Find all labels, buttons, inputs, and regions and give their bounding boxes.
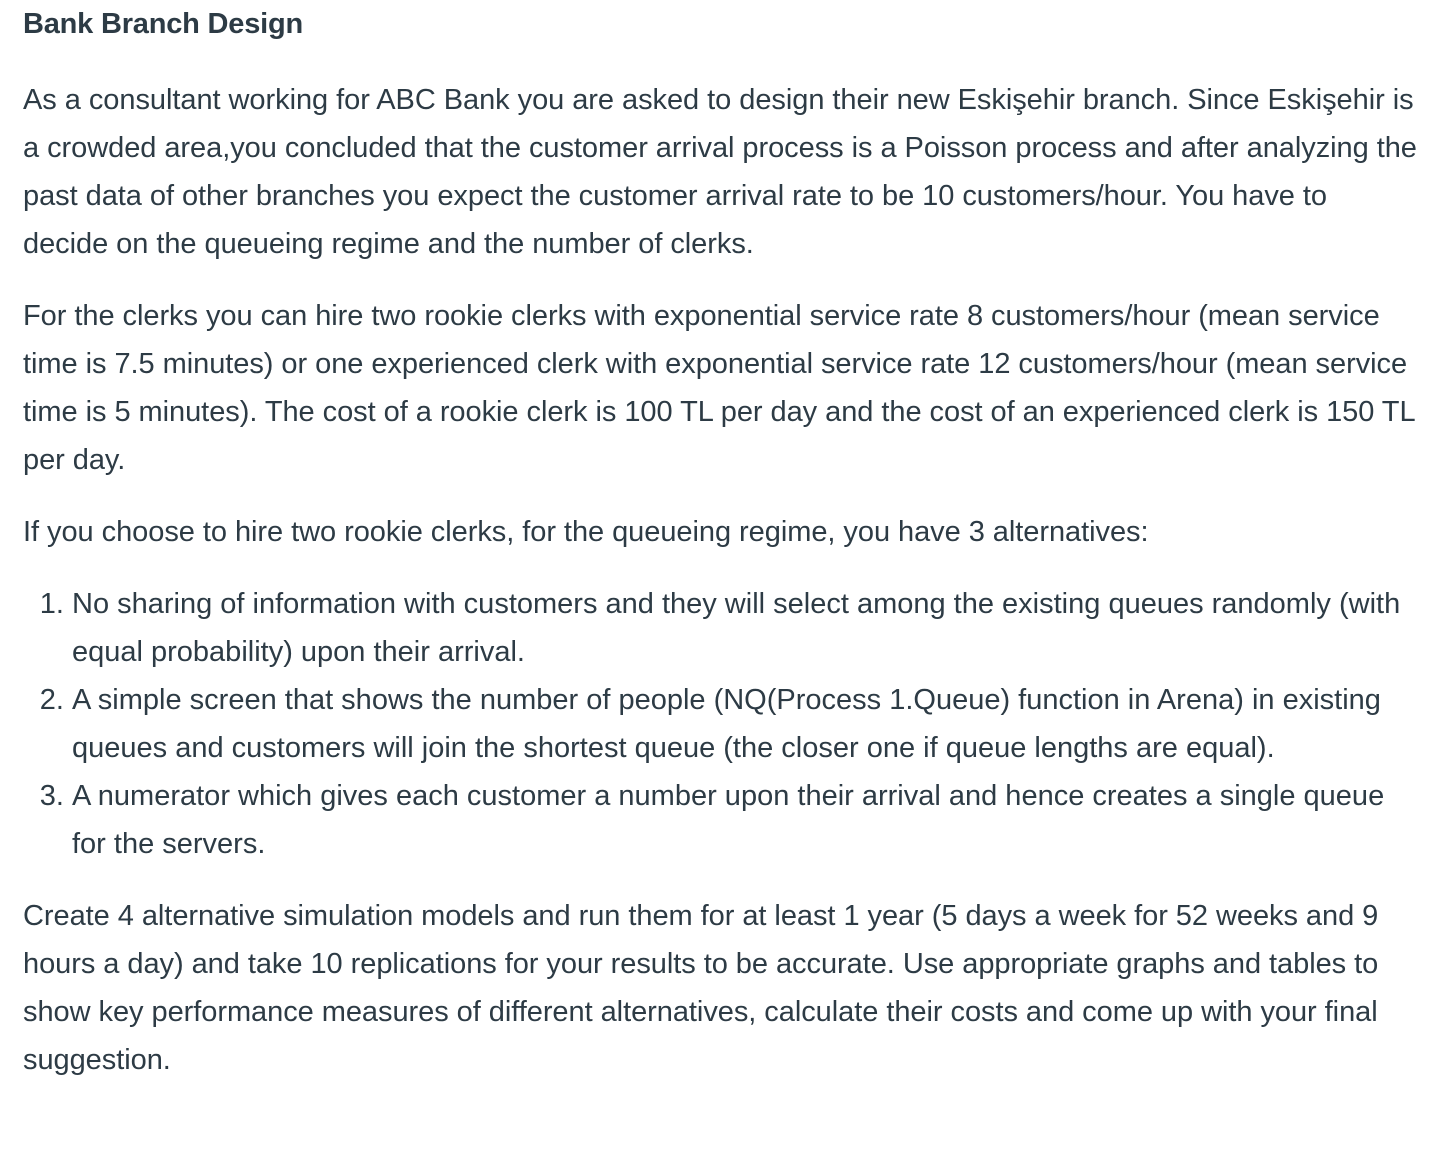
list-item: 2. A simple screen that shows the number of people (NQ(Process 1.Queue) function in Arena) in existing queues and customers will join the shortest queue (the closer one if queue lengths are equal). (72, 676, 1418, 772)
page-title: Bank Branch Design (23, 8, 304, 40)
list-item: 1. No sharing of information with customers and they will select among the existing queues randomly (with equal probability) upon their arrival. (72, 580, 1418, 676)
task-paragraph: Create 4 alternative simulation models and run them for at least 1 year (5 days a week for 52 weeks and 9 hours a day) and take 10 replications for your results to be accurate. Use appropriate graphs and tables to show key performance measures of different alternatives, calculate their costs and come up with your final suggestion. (23, 900, 1379, 1076)
intro-paragraph: As a consultant working for ABC Bank you are asked to design their new Eskişehir branch. Since Eskişehir is a crowded area,you concluded that the customer arrival process is a Poisson process and after analyzing the past data of other branches you expect the customer arrival rate to be 10 customers/hour. You have to decide on the queueing regime and the number of clerks. (23, 84, 1417, 260)
alternatives-list (23, 580, 1418, 868)
clerks-paragraph: For the clerks you can hire two rookie clerks with exponential service rate 8 customers/hour (mean service time is 7.5 minutes) or one experienced clerk with exponential service rate 12 customers/hour (mean service time is 5 minutes). The cost of a rookie clerk is 100 TL per day and the cost of an experienced clerk is 150 TL per day. (23, 300, 1415, 476)
alternatives-intro: If you choose to hire two rookie clerks, for the queueing regime, you have 3 alternatives: (23, 516, 1149, 548)
list-item: 3. A numerator which gives each customer a number upon their arrival and hence creates a single queue for the servers. (72, 772, 1418, 868)
